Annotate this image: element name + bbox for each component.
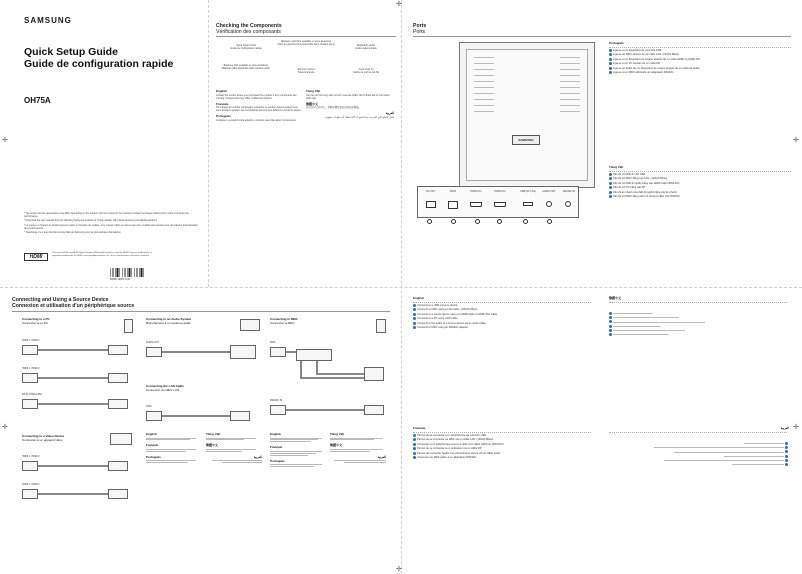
connecting-title-fr: Connexion et utilisation d'un périphérique source: [12, 303, 135, 309]
component-item-remote: Remote Control Télécommande: [297, 68, 315, 74]
lan-port-box: [146, 411, 162, 421]
mdc-hub-box: [296, 349, 332, 361]
pc-port-box-1: [22, 345, 38, 355]
mdc-heading-fr: Connexion à MDC: [270, 321, 295, 325]
connecting-title-en: Connecting and Using a Source Device: [12, 297, 109, 303]
ports-pt-item: Liga-se a um PC através de um cabo DP.: [609, 62, 794, 66]
display-rear: [459, 42, 595, 188]
brand-logo: SAMSUNG: [24, 16, 72, 25]
callout-3: [475, 219, 480, 224]
desc-fr-item: Connexion au MDC grâce à un adaptateur RS232C.: [413, 456, 598, 460]
components-lang-right: Tiếng Việt Liên hệ với nhà cung cấp nơi bạn mua sản phẩm nếu bị thiếu bất cứ các thành phần nào. 繁體中文 如有任何元件遺失，請與您購買產品的經銷商聯絡。 العربية اتصل بالبائع الذي اشتريت منه المنتج إذا كانت هناك أية مكونات مفقودة.: [306, 89, 394, 119]
desc-en-item: Connects to MDC using a LAN cable. (10/100 Mbps): [413, 308, 593, 312]
bullet-icon: [609, 177, 612, 180]
desc-en-item: Connects to a PC using a DP cable.: [413, 317, 593, 321]
mdc-port-box-rs232c: [270, 405, 286, 415]
barcode-label: BN68-13907A-00: [110, 278, 131, 281]
bullet-icon: [785, 463, 788, 466]
bullet-icon: [413, 308, 416, 311]
component-item-warranty: Warranty card (Not available in some locations) Carte de garantie (Non disponible dans certains pays): [277, 40, 335, 46]
title-en: Quick Setup Guide: [24, 46, 118, 58]
ports-pt-item: Liga-se ao MDC através de um cabo LAN. (10/100 Mbps): [609, 53, 794, 57]
connecting-panel: Connecting and Using a Source Device Connexion et utilisation d'un périphérique source Connecting to a PC Connexion à un PC HDMI 1, HDMI 2 HDMI 1, HDMI 2 DP IN (USB-C/PD) Connecting to a Video Device Connexion à un appareil vidéo HDMI 1, HDMI 2 HDMI 1, HDMI 2 Connecting to an Audio System Branchement à un système audio AUDIO OUT Connecting the LAN Cable Connexion du câble LAN RJ45 English Français Português Tiếng Việt 繁體中文 العربية Connecting to MDC Connexion à MDC RJ45 RS232C IN English Français Português Tiếng Việt 繁體中文 العربية: [0, 287, 401, 574]
bullet-icon: [413, 326, 416, 329]
pc-device-box-1: [108, 345, 128, 355]
pc-device-box-2: [108, 373, 128, 383]
bullet-icon: [413, 434, 416, 437]
desc-list-en: [413, 297, 593, 331]
components-panel: [208, 0, 401, 287]
model-name: OH75A: [24, 96, 51, 105]
pc-port-box-3: [22, 399, 38, 409]
callout-5: [523, 219, 528, 224]
ports-title-en: Ports: [413, 23, 427, 29]
callout-4: [497, 219, 502, 224]
bullet-icon: [609, 186, 612, 189]
mdc-cable-right-1: [300, 377, 364, 379]
port-callouts: [427, 219, 567, 227]
note-4: * Téléchargez le mode d'emploi du site Web de Samsung pour de plus amples informations.: [24, 231, 122, 234]
callout-1: [427, 219, 432, 224]
video-cable-2: [38, 493, 108, 495]
mdc-cable-right-2: [316, 373, 364, 375]
bullet-icon: [413, 438, 416, 441]
desc-en-item: Connects to a USB memory device.: [413, 304, 593, 308]
desc-list-fr: [413, 427, 598, 461]
video-device-box-2: [108, 489, 128, 499]
desc-list-ar: [609, 427, 789, 460]
components-rule: [216, 36, 396, 37]
port-label-usb: USB (5V 1.5A): [520, 190, 536, 193]
desc-fr-item: Permet de se connecter à un ordinateur via un câble DP.: [413, 447, 598, 451]
pc-cable-1: [38, 349, 108, 351]
audio-port-label: AUDIO OUT: [146, 341, 160, 344]
bullet-icon: [609, 67, 612, 70]
callout-6: [547, 219, 552, 224]
pc-cable-label-2: HDMI 1, HDMI 2: [22, 367, 40, 370]
port-label-hdmi2: HDMI IN 2: [494, 190, 506, 193]
audio-cable: [162, 351, 230, 353]
ports-vi-item: Kết nối với thiết bị nguồn bằng cáp HDMI hoặc HDMI-DVI.: [609, 182, 794, 186]
audio-heading-fr: Branchement à un système audio: [146, 321, 191, 325]
bullet-icon: [609, 49, 612, 52]
bullet-icon: [609, 182, 612, 185]
bullet-icon: [609, 173, 612, 176]
cover-panel: [0, 0, 208, 287]
registration-mark-top: ✛: [396, 1, 402, 8]
video-cable-label-1: HDMI 1, HDMI 2: [22, 455, 40, 458]
bullet-icon: [609, 195, 612, 198]
video-cable-1: [38, 465, 108, 467]
callout-2: [451, 219, 456, 224]
video-port-box-2: [22, 489, 38, 499]
desc-fr-item: Permet de connecter l'audio d'un périphérique source via un câble audio.: [413, 452, 598, 456]
bullet-icon: [413, 317, 416, 320]
bullet-icon: [413, 304, 416, 307]
port-strip: [417, 186, 579, 218]
ports-vi-item: Kết nối âm thanh của thiết bị nguồn bằng cáp âm thanh.: [609, 191, 794, 195]
video-heading-en: Connecting to a Video Device: [22, 434, 65, 438]
components-title-en: Checking the Components: [216, 23, 282, 29]
ports-rule: [413, 36, 791, 37]
port-label-rs232c: RS232C IN: [562, 190, 576, 193]
audio-heading-en: Connecting to an Audio System: [146, 317, 192, 321]
port-label-rj45: RJ45: [450, 190, 456, 193]
ports-vi-item: Kết nối với MDC bằng cách sử dụng bộ điều hợp RS232C.: [609, 195, 794, 199]
video-device-box-1: [108, 461, 128, 471]
desc-ar-title: العربية: [780, 426, 789, 430]
port-rj45-icon: [448, 201, 458, 209]
bullet-icon: [413, 452, 416, 455]
mdc-port-label-rs232c: RS232C IN: [270, 399, 283, 402]
hdmi-logo: HDMI: [24, 253, 48, 261]
registration-mark-right-lower: ✛: [793, 424, 799, 431]
desc-en-item: Connects to a source device using an HDMI cable or HDMI-DVI cable.: [413, 313, 593, 317]
registration-mark-right: ✛: [793, 137, 799, 144]
video-heading-fr: Connexion à un appareil vidéo: [22, 438, 63, 442]
bullet-icon: [413, 456, 416, 459]
pc-port-box-2: [22, 373, 38, 383]
vent-right: [560, 57, 580, 117]
port-label-hdmi1: HDMI IN 1: [470, 190, 482, 193]
ports-vi-title: Tiếng Việt: [609, 165, 624, 169]
vent-left: [474, 57, 494, 117]
ports-vi-item: Kết nối với thiết bị nhớ USB.: [609, 173, 794, 177]
pc-cable-label-3: DP IN (USB-C/PD): [22, 393, 43, 396]
pc-cable-2: [38, 377, 108, 379]
barcode: [110, 268, 144, 277]
ports-vi-item: Kết nối với MDC bằng cáp LAN. (10/100 Mbps): [609, 177, 794, 181]
mdc-port-box-rj45: [270, 347, 286, 357]
desc-en-title: English: [413, 296, 424, 300]
audio-speaker-box: [230, 345, 256, 359]
registration-mark-bottom: ✛: [396, 566, 402, 573]
ports-vi-item: Kết nối với PC bằng cáp DP.: [609, 186, 794, 190]
desc-en-item: Connects to MDC using an RS232C adapter.: [413, 326, 593, 330]
ports-list-vi: [609, 166, 794, 200]
pc-cable-label-1: HDMI 1, HDMI 2: [22, 339, 40, 342]
bullet-icon: [609, 191, 612, 194]
port-label-dc-out: DC OUT: [426, 190, 436, 193]
port-label-audio-out: AUDIO OUT: [542, 190, 556, 193]
bullet-icon: [609, 71, 612, 74]
desc-zh-title: 繁體中文: [609, 296, 622, 300]
component-item-batteries: Batteries (Not available in some locations) Batteries (Non disponible dans certains pays): [221, 64, 271, 70]
pc-heading-en: Connecting to a PC: [22, 317, 50, 321]
port-usb-icon: [523, 202, 533, 206]
lan-port-label: RJ45: [146, 405, 152, 408]
ports-pt-item: Liga-se ao áudio de um dispositivo de origem através de um cabo de áudio.: [609, 67, 794, 71]
connecting-rule: [12, 311, 390, 312]
registration-mark-left: ✛: [2, 137, 8, 144]
mdc-rs232c-pc-box: [364, 405, 384, 415]
mdc-cable-to-hub: [286, 351, 296, 353]
port-audio-out-icon: [546, 201, 552, 207]
bullet-icon: [609, 333, 612, 336]
mdc-rs232c-cable: [286, 409, 364, 411]
pc-tower-icon: [124, 319, 133, 333]
ports-pt-item: Liga-se a um dispositivo de origem através de um cabo HDMI ou HDMI-DVI.: [609, 58, 794, 62]
lan-cable: [162, 415, 230, 417]
lan-heading-fr: Connexion du câble LAN: [146, 388, 180, 392]
lan-router-box: [230, 411, 250, 421]
components-title-fr: Vérification des composants: [216, 29, 281, 35]
video-port-box-1: [22, 461, 38, 471]
pc-device-box-3: [108, 399, 128, 409]
note-1: * The colour and the appearance may differ depending on the product, and the content in the manual is subject to change without prior notice to improve the performance.: [24, 212, 189, 218]
component-item-cover-cap: Cover-Cap for Cache du port de la LSA: [352, 68, 380, 74]
mdc-port-label-rj45: RJ45: [270, 341, 276, 344]
bullet-icon: [609, 62, 612, 65]
desc-list-zh: [609, 297, 789, 330]
audio-port-box: [146, 347, 162, 357]
component-item-regulatory: Regulatory guide Guide réglementaire: [355, 44, 377, 50]
ports-pt-title: Português: [609, 41, 624, 45]
desc-en-item: Connects to the audio of a source device via an audio cable.: [413, 322, 593, 326]
registration-mark-left-lower: ✛: [2, 424, 8, 431]
port-dc-out-icon: [426, 201, 436, 208]
ports-pt-item: Liga-se a um MDC utilizando um adaptador RS232C.: [609, 71, 794, 75]
desc-fr-item: Permet de se connecter au MDC via un câble LAN. (10/100 Mbps): [413, 438, 598, 442]
video-device-icon: [110, 433, 132, 445]
audio-system-icon: [240, 319, 260, 331]
note-2: * Download the user manual from the following Samsung website for further details. http://www.samsung.com/displaysolutions: [24, 219, 158, 222]
port-descriptions-panel: [401, 287, 802, 574]
bullet-icon: [609, 53, 612, 56]
lan-heading-en: Connecting the LAN Cable: [146, 384, 184, 388]
rear-brand-badge: SAMSUNG: [512, 135, 540, 145]
mdc-display-box: [364, 367, 384, 381]
desc-fr-item: Permet de se connecter à un périphérique de mémoire USB.: [413, 434, 598, 438]
component-item-guide: Quick Setup Guide Guide de configuration rapide: [230, 44, 262, 50]
port-rs232c-icon: [565, 201, 571, 207]
port-hdmi1-icon: [470, 202, 482, 207]
bullet-icon: [413, 447, 416, 450]
desc-fr-title: Français: [413, 426, 426, 430]
note-3: * La couleur et l'aspect du produit peuvent varier en fonction du modèle, et le contenu dans le manuel peut être modifié sans préavis pour des raisons d'amélioration des performances.: [24, 224, 198, 230]
port-hdmi2-icon: [494, 202, 506, 207]
bullet-icon: [413, 313, 416, 316]
mdc-pc-icon: [376, 319, 386, 333]
bullet-icon: [413, 322, 416, 325]
title-fr: Guide de configuration rapide: [24, 58, 174, 70]
video-cable-label-2: HDMI 1, HDMI 2: [22, 483, 40, 486]
components-lang-left: English Contact the vendor where you purchased the product if any components are missing. Components may differ in different locations. Français S'il manque le moindre composant, contactez le vendeur auprès duquel vous avez acheté le produit. Les composants peuvent être différents suivant la région. Português Contacte o vendedor onde adquiriu o produto caso falte algum componente.: [216, 89, 302, 122]
bullet-icon: [413, 443, 416, 446]
ports-title-fr: Ports: [413, 29, 426, 35]
hdmi-trademark-text: The terms HDMI and HDMI High-Definition Multimedia Interface, and the HDMI Logo are trademarks or registered trademarks of HDMI Licensing Administrator, Inc. in the United States and other countries.: [52, 252, 152, 257]
pc-cable-3: [38, 403, 108, 405]
ports-pt-item: Liga-se a um dispositivo de memória USB.: [609, 49, 794, 53]
desc-fr-item: Connectez à un périphérique source à l'aide d'un câble HDMI ou HDMI-DVI.: [413, 443, 598, 447]
mdc-heading-en: Connecting to MDC: [270, 317, 298, 321]
ports-list-pt: [609, 42, 794, 76]
cover-notes: [24, 212, 202, 234]
pc-heading-fr: Connexion à un PC: [22, 321, 49, 325]
bullet-icon: [609, 58, 612, 61]
ports-panel: [401, 0, 802, 287]
